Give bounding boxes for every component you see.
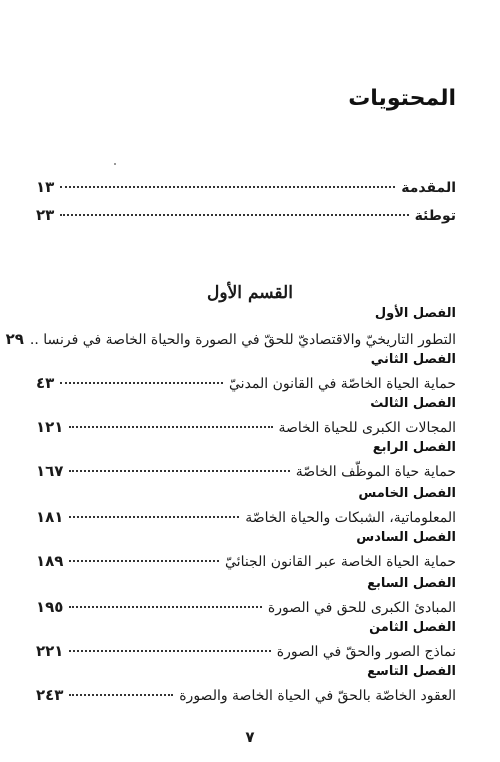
- toc-label: حماية الحياة الخاصّة في القانون المدنيّ: [229, 376, 456, 392]
- page-number: ٧: [245, 728, 255, 746]
- leader-dots: [60, 186, 395, 188]
- toc-entry-chapter-8[interactable]: [36, 642, 456, 660]
- toc-page-number: ٢٣: [36, 206, 55, 224]
- toc-label: حماية حياة الموظّف الخاصّة: [295, 464, 456, 480]
- chapter-heading: الفصل السابع: [367, 576, 456, 591]
- toc-page-number: ٢٢١: [36, 642, 64, 660]
- toc-label: العقود الخاصّة بالحقّ في الحياة الخاصة والصورة: [179, 688, 456, 704]
- toc-page-number: ١٨١: [36, 508, 64, 526]
- leader-dots: [69, 606, 261, 608]
- leader-dots: [69, 560, 219, 562]
- leader-dots: [69, 694, 173, 696]
- toc-entry-chapter-6[interactable]: [36, 552, 456, 570]
- toc-entry-preface[interactable]: [36, 206, 456, 224]
- chapter-heading: الفصل السادس: [356, 530, 456, 545]
- toc-entry-chapter-7[interactable]: [36, 598, 456, 616]
- toc-entry-chapter-4[interactable]: [36, 462, 456, 480]
- toc-page-number: ١٩٥: [36, 598, 64, 616]
- toc-page-number: ٢٤٣: [36, 686, 64, 704]
- toc-page-number: ١٢١: [36, 418, 64, 436]
- chapter-heading: الفصل الثالث: [370, 396, 456, 411]
- toc-page-number: ٢٩: [5, 330, 24, 348]
- toc-entry-chapter-5[interactable]: [36, 508, 456, 526]
- toc-label: المقدمة: [401, 180, 456, 196]
- chapter-heading: الفصل الخامس: [358, 486, 456, 501]
- toc-entry-introduction[interactable]: [36, 178, 456, 196]
- toc-page-number: ١٣: [36, 178, 55, 196]
- chapter-heading: الفصل الثاني: [370, 352, 456, 367]
- chapter-heading: الفصل التاسع: [367, 664, 456, 679]
- toc-label: حماية الحياة الخاصة عبر القانون الجنائيّ: [225, 554, 456, 570]
- leader-dots: [69, 516, 239, 518]
- section-title: القسم الأول: [207, 283, 293, 303]
- leader-dots: [69, 426, 272, 428]
- toc-label: المبادئ الكبرى للحق في الصورة: [267, 600, 456, 616]
- leader-dots: [60, 214, 408, 216]
- print-speck: [114, 163, 116, 165]
- toc-entry-chapter-2[interactable]: [36, 374, 456, 392]
- toc-label: نماذج الصور والحقّ في الصورة: [276, 644, 456, 660]
- leader-dots: [60, 382, 223, 384]
- toc-page-number: ٤٣: [36, 374, 55, 392]
- toc-label: المجالات الكبرى للحياة الخاصة: [278, 420, 456, 436]
- toc-entry-chapter-1[interactable]: [5, 330, 456, 348]
- chapter-heading: الفصل الثامن: [369, 620, 456, 635]
- toc-entry-chapter-3[interactable]: [36, 418, 456, 436]
- chapter-heading: الفصل الرابع: [372, 440, 456, 455]
- leader-dots: [69, 470, 289, 472]
- page-title: المحتويات: [348, 86, 456, 111]
- toc-label: التطور التاريخيّ والاقتصاديّ للحقّ في الصورة والحياة الخاصة في فرنسا ..: [29, 332, 456, 348]
- toc-entry-chapter-9[interactable]: [36, 686, 456, 704]
- toc-label: توطئة: [414, 208, 456, 224]
- toc-label: المعلوماتية، الشبكات والحياة الخاصّة: [245, 510, 456, 526]
- leader-dots: [69, 650, 270, 652]
- chapter-heading: الفصل الأول: [374, 306, 456, 321]
- toc-page-number: ١٨٩: [36, 552, 64, 570]
- toc-page-number: ١٦٧: [36, 462, 64, 480]
